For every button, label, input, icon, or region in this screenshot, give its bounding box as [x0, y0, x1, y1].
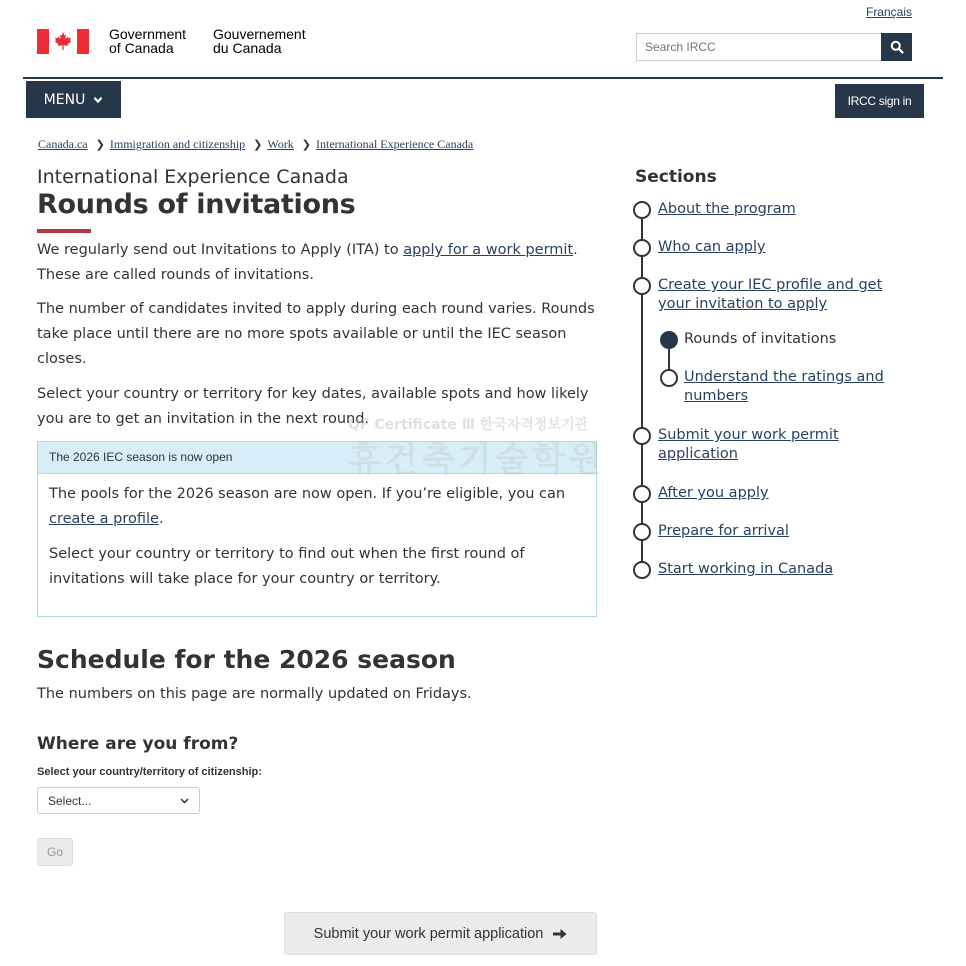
section-item-start-working[interactable]	[625, 560, 915, 579]
country-select-value: Select...	[48, 793, 92, 808]
canada-flag-logo	[37, 29, 89, 54]
menu-label: MENU	[43, 91, 86, 108]
menu-button[interactable]	[26, 81, 121, 118]
ircc-sign-in-button[interactable]: IRCC sign in	[835, 84, 924, 118]
step-circle-icon	[633, 277, 651, 295]
rounds-paragraph: The number of candidates invited to apply during each round varies. Rounds take place until there are no more spots available or until the IEC season closes.	[37, 301, 595, 367]
create-profile-link[interactable]: create a profile	[49, 511, 159, 527]
search-icon	[890, 40, 904, 54]
next-page-button[interactable]	[284, 912, 597, 955]
alert-heading: The 2026 IEC season is now open	[38, 442, 596, 474]
step-circle-icon	[633, 239, 651, 257]
chevron-right-icon: ❯	[253, 139, 263, 151]
gov-fr-line1: Gouvernement	[213, 26, 306, 42]
sections-title: Sections	[635, 167, 717, 187]
language-toggle-link[interactable]: Français	[865, 5, 912, 19]
next-page-label: Submit your work permit application	[313, 925, 544, 942]
section-link-who-can-apply[interactable]: Who can apply	[658, 239, 766, 255]
page-title: Rounds of invitations	[37, 189, 356, 220]
step-circle-icon	[633, 485, 651, 503]
apply-work-permit-link[interactable]: apply for a work permit	[403, 242, 574, 258]
breadcrumb-work[interactable]: Work	[267, 137, 294, 151]
chevron-down-icon	[180, 798, 189, 804]
step-circle-icon	[633, 561, 651, 579]
section-link-ratings[interactable]: Understand the ratings and numbers	[684, 369, 884, 404]
chevron-down-icon	[93, 96, 103, 104]
section-current-rounds: Rounds of invitations	[684, 331, 837, 347]
schedule-note: The numbers on this page are normally updated on Fridays.	[37, 686, 472, 702]
watermark-line-2: 휴건축기술학원	[348, 440, 606, 480]
breadcrumb-canada[interactable]: Canada.ca	[38, 137, 88, 151]
step-circle-icon	[633, 201, 651, 219]
country-select-label: Select your country/territory of citizenship:	[37, 766, 262, 778]
country-select[interactable]	[37, 787, 200, 814]
header-divider	[23, 77, 943, 79]
section-link-create-profile[interactable]: Create your IEC profile and get your invitation to apply	[658, 277, 883, 312]
chevron-right-icon: ❯	[301, 139, 311, 151]
section-item-ratings[interactable]	[625, 368, 915, 406]
alert-body	[38, 474, 596, 600]
arrow-right-icon	[553, 928, 567, 940]
gov-brand[interactable]	[37, 27, 317, 55]
step-circle-icon	[660, 369, 678, 387]
section-link-after-apply[interactable]: After you apply	[658, 485, 769, 501]
maple-leaf-icon	[53, 31, 73, 51]
search-button[interactable]	[881, 33, 912, 61]
section-item-submit[interactable]	[625, 426, 915, 464]
section-item-after-apply[interactable]	[625, 484, 915, 503]
section-item-prepare[interactable]	[625, 522, 915, 541]
search-input[interactable]	[636, 33, 881, 61]
go-button[interactable]: Go	[37, 838, 73, 866]
gov-signature	[109, 27, 317, 55]
chevron-right-icon: ❯	[95, 139, 105, 151]
gov-en-line1: Government	[109, 26, 187, 42]
title-underline	[37, 229, 91, 233]
breadcrumb-immigration[interactable]: Immigration and citizenship	[109, 137, 246, 151]
breadcrumb-iec[interactable]: International Experience Canada	[315, 137, 474, 151]
step-current-icon	[660, 331, 678, 349]
alert-paragraph-1: The pools for the 2026 season are now open. If you’re eligible, you can create a profile.	[49, 486, 566, 527]
section-item-rounds	[625, 330, 915, 349]
alert-paragraph-2: Select your country or territory to find out when the first round of invitations will take place for your country or territory.	[49, 546, 525, 587]
step-circle-icon	[633, 523, 651, 541]
intro-paragraph: We regularly send out Invitations to Apply (ITA) to apply for a work permit. These are called rounds of invitations.	[37, 242, 578, 283]
section-item-about[interactable]	[625, 200, 915, 219]
page-supertitle: International Experience Canada	[37, 166, 349, 188]
section-item-create-profile[interactable]	[625, 276, 915, 314]
watermark-line-1: QF Certificate Ⅲ 한국자격정보기관	[348, 417, 588, 433]
section-link-prepare[interactable]: Prepare for arrival	[658, 523, 789, 539]
section-item-who-can-apply[interactable]	[625, 238, 915, 257]
section-link-start-working[interactable]: Start working in Canada	[658, 561, 834, 577]
gov-fr-line2: du Canada	[213, 40, 282, 56]
search-bar	[636, 33, 912, 61]
schedule-heading: Schedule for the 2026 season	[37, 645, 456, 674]
season-open-alert	[37, 441, 597, 617]
select-country-paragraph: Select your country or territory for key dates, available spots and how likely you are to get an invitation in the next round.	[37, 386, 589, 427]
section-link-about[interactable]: About the program	[658, 201, 796, 217]
section-link-submit[interactable]: Submit your work permit application	[658, 427, 839, 462]
gov-en-line2: of Canada	[109, 40, 174, 56]
step-circle-icon	[633, 427, 651, 445]
sections-stepper	[625, 200, 915, 590]
where-from-heading: Where are you from?	[37, 734, 239, 754]
breadcrumb	[38, 137, 473, 152]
